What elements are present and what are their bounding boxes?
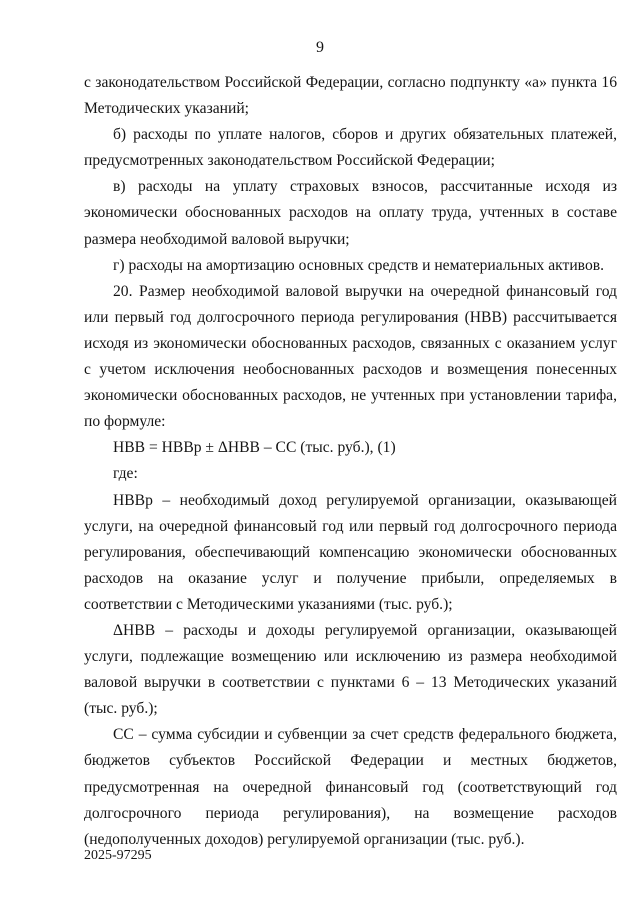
paragraph-20: 20. Размер необходимой валовой выручки на очередной финансовый год или первый год долгосрочного периода регулирования (НВВ) рассчитывается исходя из экономически обоснованных расходов, связанных с оказанием услуг с учетом исключения необоснованных расходов и возмещения понесенных экономически обоснованных расходов, не учтенных при установлении тарифа, по формуле: <box>84 282 617 431</box>
definition-ss: СС – сумма субсидии и субвенции за счет средств федерального бюджета, бюджетов субъектов Российской Федерации и местных бюджетов, предусмотренная на очередной финансовый год (соответствующий год долгосрочного периода регулирования), на возмещение расходов (недополученных доходов) регулируемой организации (тыс. руб.). <box>84 726 617 848</box>
formula-where: где: <box>113 465 138 483</box>
definition-delta-nvv: ΔНВВ – расходы и доходы регулируемой организации, оказывающей услуги, подлежащие возмещению или исключению из размера необходимой валовой выручки в соответствии с пунктами 6 – 13 Методических указаний (тыс. руб.); <box>84 621 617 718</box>
definition-nvv-r: НВВр – необходимый доход регулируемой организации, оказывающей услуги, на очередной финансовый год или первый год долгосрочного периода регулирования, обеспечивающий компенсацию экономически обоснованных расходов на оказание услуг и получение прибыли, определяемых в соответствии с Методическими указаниями (тыс. руб.); <box>84 491 617 613</box>
page-number: 9 <box>316 39 324 56</box>
paragraph-item-v: в) расходы на уплату страховых взносов, рассчитанные исходя из экономически обоснованных расходов на оплату труда, учтенных в составе размера необходимой валовой выручки; <box>84 178 617 248</box>
document-body <box>84 70 617 853</box>
paragraph-continuation: с законодательством Российской Федерации, согласно подпункту «а» пункта 16 Методических указаний; <box>84 74 617 118</box>
formula-1: НВВ = НВВр ± ΔНВВ – СС (тыс. руб.), (1) <box>113 439 396 457</box>
paragraph-item-g: г) расходы на амортизацию основных средств и нематериальных активов. <box>113 256 604 274</box>
document-code: 2025-97295 <box>84 848 152 863</box>
paragraph-item-b: б) расходы по уплате налогов, сборов и других обязательных платежей, предусмотренных законодательством Российской Федерации; <box>84 126 617 170</box>
